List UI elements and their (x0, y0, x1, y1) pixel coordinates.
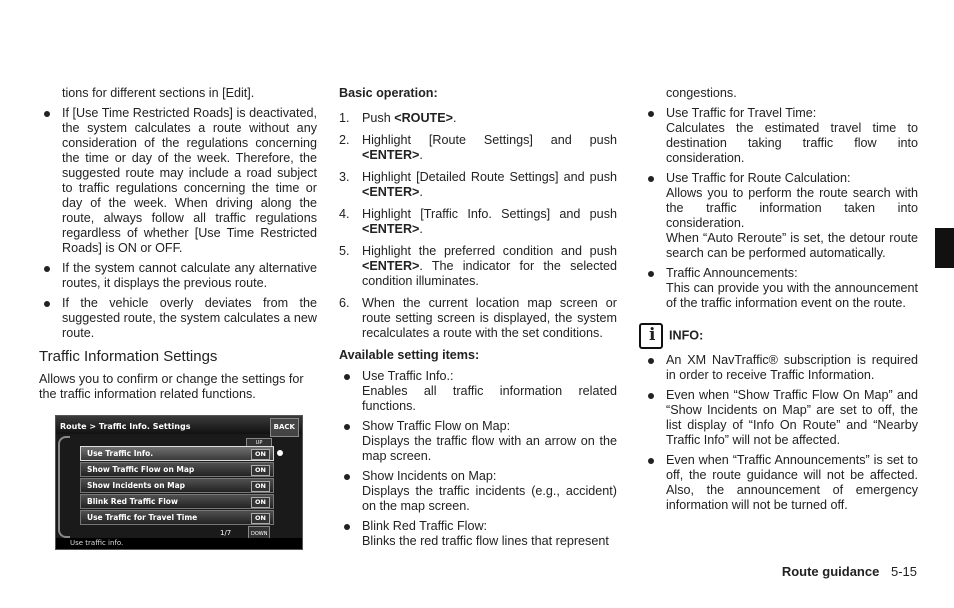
page-indicator: 1/7 (220, 529, 232, 537)
list-item: If the vehicle overly deviates from the suggested route, the system calculates a new route. (39, 296, 317, 341)
down-button: DOWN (248, 526, 270, 543)
column-right (643, 86, 918, 518)
list-item: Traffic Announcements: This can provide you with the announcement of the traffic information event on the route. (643, 266, 918, 311)
step-item: 2. Highlight [Route Settings] and push <ENTER>. (339, 133, 617, 162)
page-number: 5-15 (890, 564, 917, 579)
screen-frame (58, 436, 70, 538)
cursor-icon (277, 450, 283, 456)
list-item: Use Traffic for Route Calculation: Allows you to perform the route search with the traffic information taken into consideration. When “Auto Reroute” is set, the detour route search can be performed automatically. (643, 171, 918, 261)
setting-row: Use Traffic Info. ON (80, 446, 274, 461)
list-item: Show Traffic Flow on Map: Displays the traffic flow with an arrow on the map screen. (339, 419, 617, 464)
continued-text: tions for different sections in [Edit]. (62, 86, 255, 100)
on-indicator: ON (251, 513, 270, 524)
back-button: BACK (270, 418, 299, 437)
setting-items-list (643, 106, 918, 311)
nav-screen-screenshot (55, 415, 303, 550)
page-footer (782, 564, 917, 579)
list-item: Use Traffic Info.: Enables all traffic information related functions. (339, 369, 617, 414)
list-item: If [Use Time Restricted Roads] is deactivated, the system calculates a route without any consideration of the regulations concerning the time or day of the week. Therefore, the suggested route may include a road subject to traffic regulations concerning the time or day of the week. When driving along the route, always follow all traffic regulations regardless of whether [Use Time Restricted Roads] is ON or OFF. (39, 106, 317, 256)
list-item: An XM NavTraffic® subscription is required in order to receive Traffic Information. (643, 353, 918, 383)
setting-row: Blink Red Traffic Flow ON (80, 494, 274, 509)
info-icon: i (639, 323, 663, 349)
step-item: 6. When the current location map screen or route setting screen is displayed, the system recalculates a route with the set conditions. (339, 296, 617, 340)
steps-list (339, 111, 617, 341)
on-indicator: ON (251, 497, 270, 508)
section-tab (935, 228, 954, 268)
info-list (643, 353, 918, 513)
section-heading: Traffic Information Settings (39, 348, 218, 365)
bullet-list (39, 106, 317, 341)
info-heading (639, 323, 918, 349)
section-name: Route guidance (781, 564, 880, 579)
setting-row: Show Traffic Flow on Map ON (80, 462, 274, 477)
column-middle (339, 86, 617, 554)
step-item: 4. Highlight [Traffic Info. Settings] and push <ENTER>. (339, 207, 617, 236)
step-item: 5. Highlight the preferred condition and push <ENTER>. The indicator for the selected condition illuminates. (339, 244, 617, 288)
step-item: 3. Highlight [Detailed Route Settings] and push <ENTER>. (339, 170, 617, 199)
basic-operation-heading: Basic operation: (339, 86, 438, 100)
list-item: Use Traffic for Travel Time: Calculates the estimated travel time to destination taking traffic flow into consideration. (643, 106, 918, 166)
list-item: Even when “Traffic Announcements” is set to off, the route guidance will not be affected. Also, the announcement of emergency information will not be turned off. (643, 453, 918, 513)
on-indicator: ON (251, 481, 270, 492)
screen-title: Route > Traffic Info. Settings (60, 422, 191, 431)
section-intro: Allows you to confirm or change the settings for the traffic information related functions. (39, 372, 304, 401)
setting-row: Use Traffic for Travel Time ON (80, 510, 274, 525)
list-item: Blink Red Traffic Flow: Blinks the red traffic flow lines that represent (339, 519, 617, 549)
status-text: Use traffic info. (70, 539, 124, 547)
on-indicator: ON (251, 465, 270, 476)
list-item: Show Incidents on Map: Displays the traffic incidents (e.g., accident) on the map screen. (339, 469, 617, 514)
list-item: If the system cannot calculate any alternative routes, it displays the previous route. (39, 261, 317, 291)
up-button: UP (246, 438, 272, 448)
list-item: Even when “Show Traffic Flow On Map” and “Show Incidents on Map” are set to off, the list display of “Info On Route” and “Nearby Traffic Info” will not be affected. (643, 388, 918, 448)
available-items-heading: Available setting items: (339, 348, 480, 362)
step-item: 1. Push <ROUTE>. (339, 111, 457, 125)
setting-row: Show Incidents on Map ON (80, 478, 274, 493)
status-bar (56, 538, 302, 549)
column-left (39, 86, 317, 550)
info-label: INFO: (669, 328, 704, 343)
setting-items-list (339, 369, 617, 549)
continued-text: congestions. (666, 86, 737, 100)
on-indicator: ON (251, 449, 270, 460)
